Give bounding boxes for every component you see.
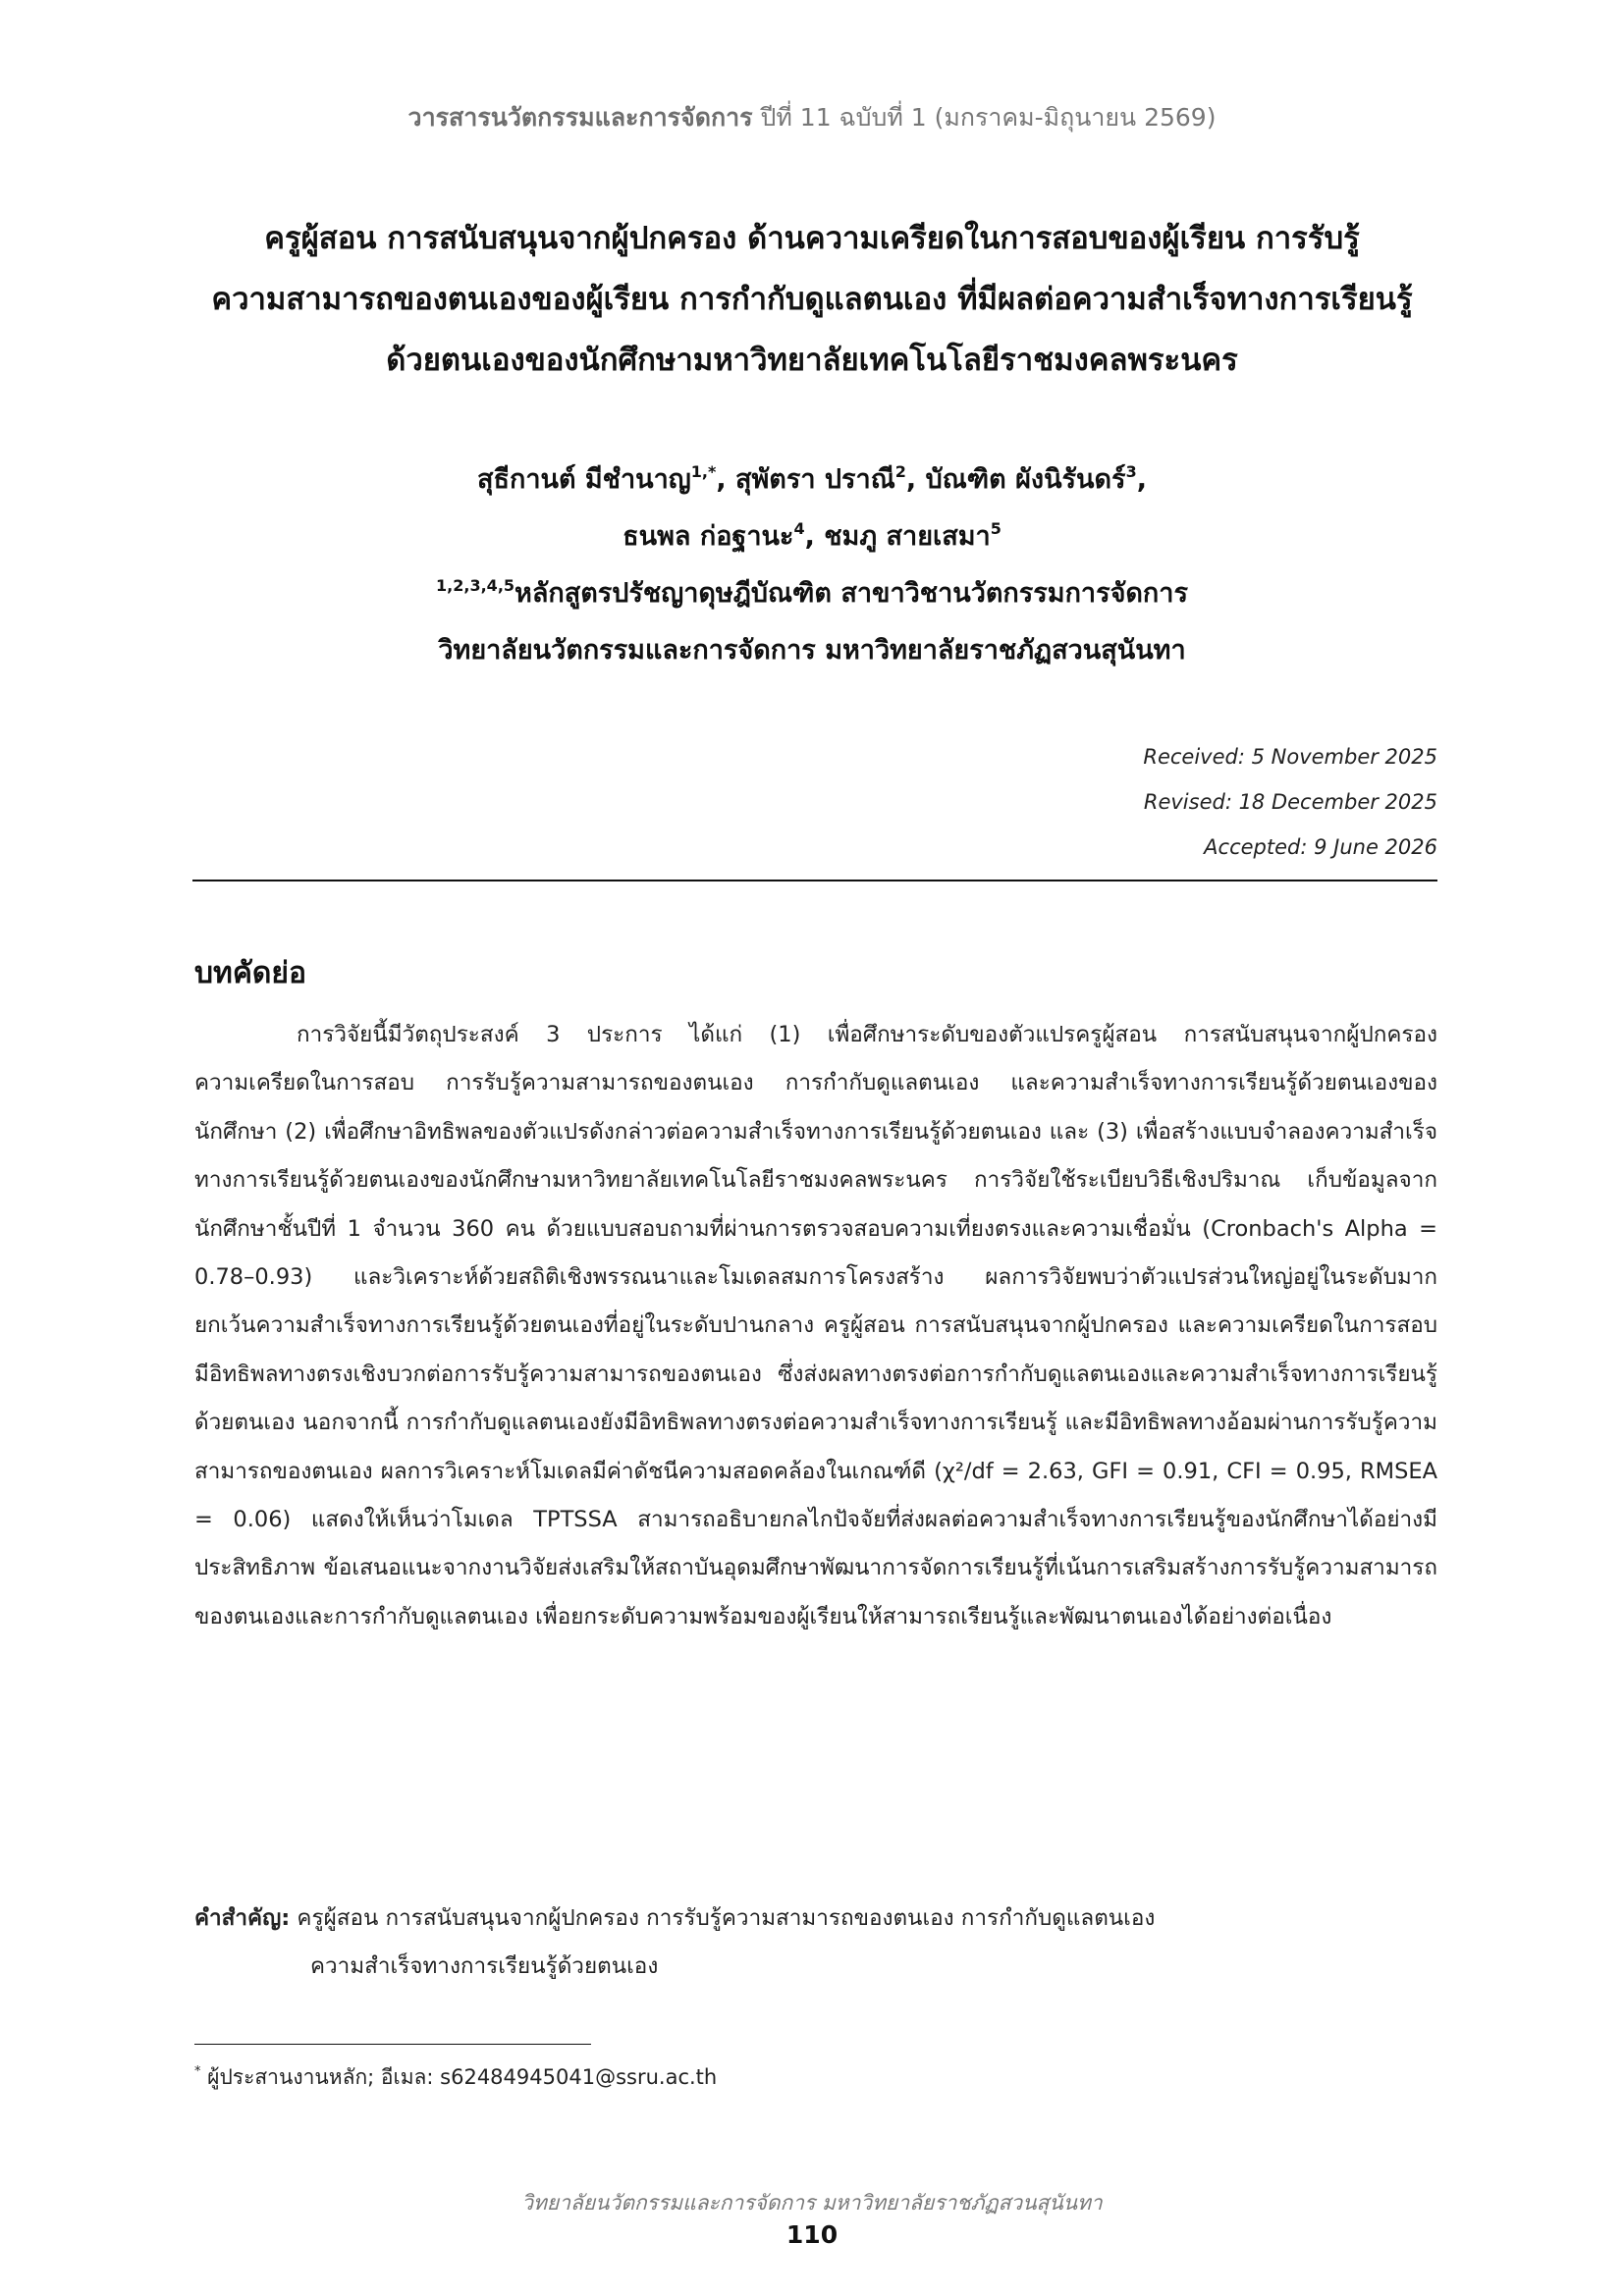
- author-name: , บัณฑิต ผังนิรันดร์: [905, 464, 1126, 495]
- keywords-block: [194, 1895, 1437, 1991]
- affiliation-line: [187, 565, 1437, 622]
- title-line: ความสามารถของตนเองของผู้เรียน การกำกับดูแลตนเอง ที่มีผลต่อความสำเร็จทางการเรียนรู้: [211, 282, 1413, 317]
- journal-issue: ปีที่ 11 ฉบับที่ 1 (มกราคม-มิถุนายน 2569): [760, 103, 1217, 132]
- author-line: [187, 508, 1437, 565]
- footnote-text: ผู้ประสานงานหลัก; อีเมล: s62484945041@ssru.ac.th: [200, 2065, 718, 2089]
- keywords-label: คำสำคัญ:: [194, 1905, 291, 1931]
- affiliation-sup: 1,2,3,4,5: [436, 576, 515, 595]
- paper-title: [187, 208, 1437, 391]
- author-sup: 3: [1125, 462, 1137, 481]
- author-name: , สุพัตรา ปราณี: [716, 464, 895, 495]
- author-sup: 1,*: [690, 462, 717, 481]
- title-line: ครูผู้สอน การสนับสนุนจากผู้ปกครอง ด้านความเครียดในการสอบของผู้เรียน การรับรู้: [264, 221, 1360, 256]
- title-line: ด้วยตนเองของนักศึกษามหาวิทยาลัยเทคโนโลยีราชมงคลพระนคร: [386, 343, 1238, 378]
- journal-name: วารสารนวัตกรรมและการจัดการ: [407, 103, 753, 132]
- author-separator: ,: [1136, 464, 1147, 495]
- revised-date: Revised: 18 December 2025: [1143, 790, 1437, 814]
- affiliation-text: หลักสูตรปรัชญาดุษฎีบัณฑิต สาขาวิชานวัตกรรมการจัดการ: [514, 578, 1188, 609]
- author-block: [187, 452, 1437, 679]
- running-head: [0, 98, 1624, 137]
- page-number: 110: [785, 2220, 839, 2249]
- author-sup: 4: [793, 519, 805, 538]
- author-name: , ชมภู สายเสมา: [804, 521, 991, 552]
- footer-institution: วิทยาลัยนวัตกรรมและการจัดการ มหาวิทยาลัยราชภัฏสวนสุนันทา: [521, 2191, 1103, 2215]
- footnote: [194, 2061, 717, 2094]
- header-divider: [192, 880, 1437, 881]
- accepted-date: Accepted: 9 June 2026: [1204, 835, 1437, 859]
- keywords-line: ครูผู้สอน การสนับสนุนจากผู้ปกครอง การรับรู้ความสามารถของตนเอง การกำกับดูแลตนเอง: [290, 1905, 1156, 1931]
- submission-dates: [1143, 734, 1437, 870]
- author-name: ธนพล ก่อฐานะ: [623, 521, 794, 552]
- author-sup: 5: [990, 519, 1001, 538]
- author-line: [187, 452, 1437, 508]
- keywords-line: ความสำเร็จทางการเรียนรู้ด้วยตนเอง: [310, 1953, 659, 1979]
- abstract-body: การวิจัยนี้มีวัตถุประสงค์ 3 ประการ ได้แก่ (1) เพื่อศึกษาระดับของตัวแปรครูผู้สอน การสนับสนุนจากผู้ปกครอง ความเครียดในการสอบ การรับรู้ความสามารถของตนเอง การกำกับดูแลตนเอง และความสำเร็จทางการเรียนรู้ด้วยตนเองของนักศึกษา (2) เพื่อศึกษาอิทธิพลของตัวแปรดังกล่าวต่อความสำเร็จทางการเรียนรู้ด้วยตนเอง และ (3) เพื่อสร้างแบบจำลองความสำเร็จทางการเรียนรู้ด้วยตนเองของนักศึกษามหาวิทยาลัยเทคโนโลยีราชมงคลพระนคร การวิจัยใช้ระเบียบวิธีเชิงปริมาณ เก็บข้อมูลจากนักศึกษาชั้นปีที่ 1 จำนวน 360 คน ด้วยแบบสอบถามที่ผ่านการตรวจสอบความเที่ยงตรงและความเชื่อมั่น (Cronbach's Alpha = 0.78–0.93) และวิเคราะห์ด้วยสถิติเชิงพรรณนาและโมเดลสมการโครงสร้าง ผลการวิจัยพบว่าตัวแปรส่วนใหญ่อยู่ในระดับมาก ยกเว้นความสำเร็จทางการเรียนรู้ด้วยตนเองที่อยู่ในระดับปานกลาง ครูผู้สอน การสนับสนุนจากผู้ปกครอง และความเครียดในการสอบมีอิทธิพลทางตรงเชิงบวกต่อการรับรู้ความสามารถของตนเอง ซึ่งส่งผลทางตรงต่อการกำกับดูแลตนเองและความสำเร็จทางการเรียนรู้ด้วยตนเอง นอกจากนี้ การกำกับดูแลตนเองยังมีอิทธิพลทางตรงต่อความสำเร็จทางการเรียนรู้ และมีอิทธิพลทางอ้อมผ่านการรับรู้ความสามารถของตนเอง ผลการวิเคราะห์โมเดลมีค่าดัชนีความสอดคล้องในเกณฑ์ดี (χ²/df = 2.63, GFI = 0.91, CFI = 0.95, RMSEA = 0.06) แสดงให้เห็นว่าโมเดล TPTSSA สามารถอธิบายกลไกปัจจัยที่ส่งผลต่อความสำเร็จทางการเรียนรู้ของนักศึกษาได้อย่างมีประสิทธิภาพ ข้อเสนอแนะจากงานวิจัยส่งเสริมให้สถาบันอุดมศึกษาพัฒนาการจัดการเรียนรู้ที่เน้นการเสริมสร้างการรับรู้ความสามารถของตนเองและการกำกับดูแลตนเอง เพื่อยกระดับความพร้อมของผู้เรียนให้สามารถเรียนรู้และพัฒนาตนเองได้อย่างต่อเนื่อง: [194, 1022, 1437, 1629]
- affiliation-line: [187, 622, 1437, 679]
- footnote-mark: *: [194, 2064, 201, 2079]
- author-name: สุธีกานต์ มีชำนาญ: [477, 464, 691, 495]
- abstract-heading: บทคัดย่อ: [194, 956, 306, 990]
- received-date: Received: 5 November 2025: [1143, 745, 1437, 769]
- footnote-divider: [194, 2044, 591, 2045]
- author-sup: 2: [894, 462, 906, 481]
- affiliation-text: วิทยาลัยนวัตกรรมและการจัดการ มหาวิทยาลัยราชภัฏสวนสุนันทา: [438, 635, 1186, 666]
